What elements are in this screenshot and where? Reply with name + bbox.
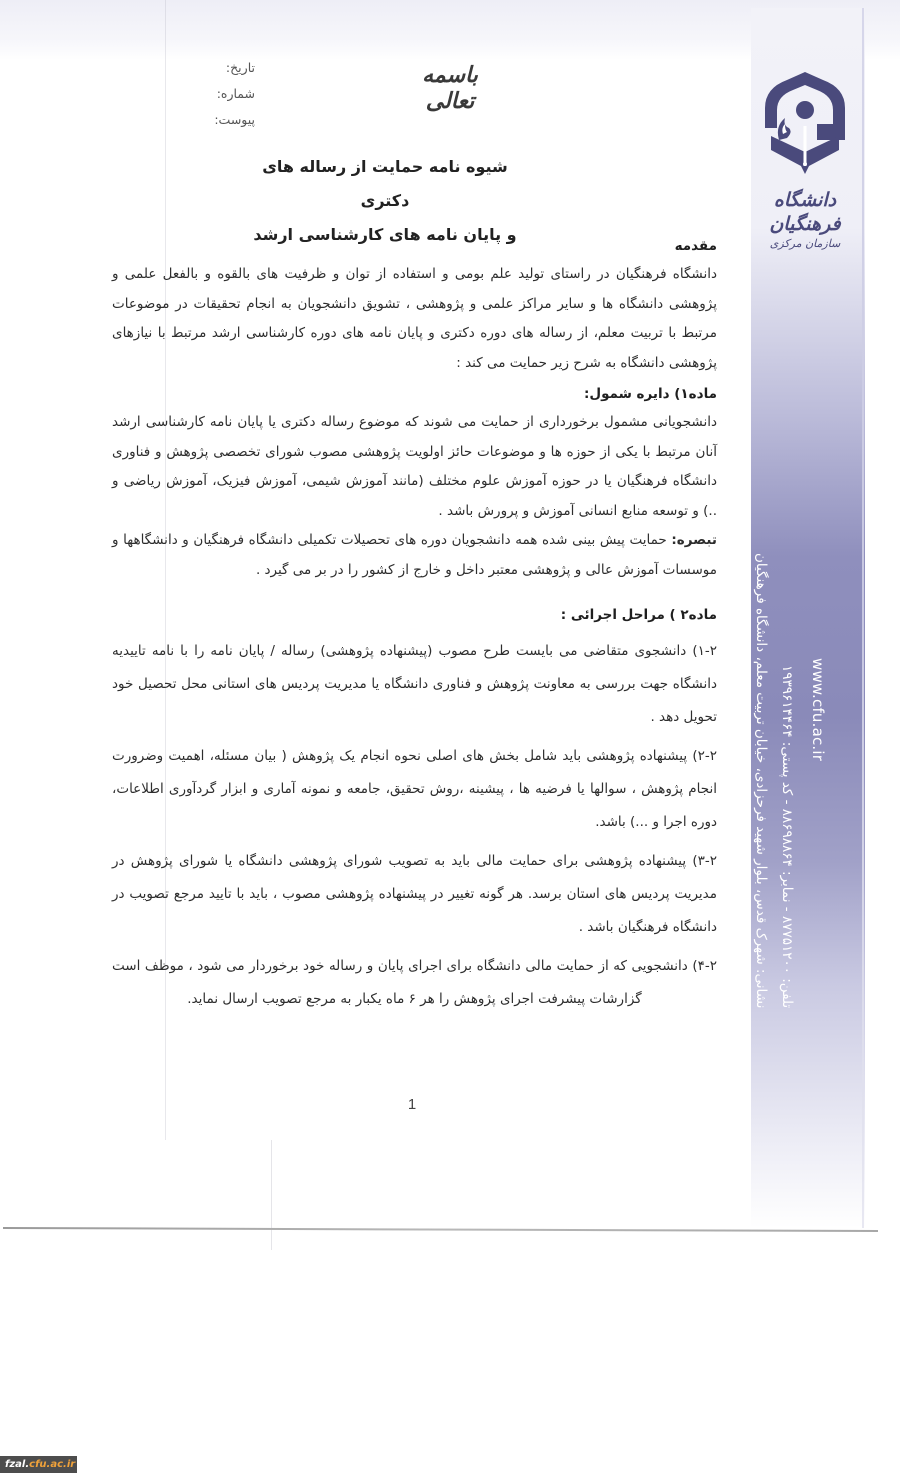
paragraph: دانشگاه فرهنگیان در راستای تولید علم بومی و استفاده از توان و ظرفیت های بالقوه و بالفعل علمی و پژوهشی دانشگاه ها و سایر مراکز علمی و پژوهشی ، تشویق دانشجویان به انجام تحقیقات در موضوعات مرتبط با تربیت معلم، از رساله های دوره دکتری و پایان نامه های دوره کارشناسی ارشد مرتبط با نیازهای پژوهشی دانشگاه به شرح زیر حمایت می کند : (112, 266, 717, 371)
item-text: پیشنهاده پژوهشی برای حمایت مالی باید به تصویب شورای پژوهشی دانشگاه یا شورای پژوهش در مدیریت پردیس های استان برسد. هر گونه تغییر در پیشنهاده پژوهشی مصوب ، باید با تایید مرجع تصویب در دانشگاه فرهنگیان باشد . (112, 853, 717, 935)
org-unit: سازمان مرکزی (769, 237, 841, 250)
item-number: ۴-۲) (692, 958, 717, 974)
address-text: نشانی: شهرک قدس، بلوار شهید فرحزادی، خیابان تربیت معلم، دانشگاه فرهنگیان (753, 552, 769, 1008)
list-item (112, 635, 717, 734)
item-text: دانشجویی که از حمایت مالی دانشگاه برای اجرای پایان و رساله خود برخوردار می شود ، موظف است گزارشات پیشرفت اجرای پژوهش را هر ۶ ماه یکبار به مرجع تصویب ارسال نماید. (112, 958, 688, 1007)
document-body (112, 232, 717, 1016)
contact-info (753, 388, 863, 1008)
note-label: تبصره: (671, 532, 717, 548)
section-heading: ماده۲ ) مراحل اجرائی : (560, 607, 717, 623)
website-link[interactable]: www.cfu.ac.ir (809, 658, 827, 762)
item-number: ۱-۲) (692, 643, 717, 659)
phone-text: تلفن: ۸۷۷۵۱۲۰۰ - نمابر: ۸۸۶۹۸۸۶۴ - کد پستی: ۱۹۳۹۶۱۴۴۶۴ (779, 664, 795, 1008)
fold-line (271, 1140, 272, 1250)
note-text: حمایت پیش بینی شده همه دانشجویان دوره های تحصیلات تکمیلی دانشگاه فرهنگیان و دانشگاهها و موسسات آموزش عالی و پژوهشی معتبر داخل و خارج از کشور را در بر می گیرد . (112, 532, 717, 578)
section-article-2 (112, 601, 717, 1016)
title-line-1: شیوه نامه حمایت از رساله های دکتری (262, 157, 508, 210)
bismillah-heading: باسمه تعالی (422, 62, 478, 114)
watermark-subdomain: fzal. (5, 1459, 30, 1470)
section-intro (112, 232, 717, 378)
title-line-2: و پایان نامه های کارشناسی ارشد (253, 225, 517, 244)
attachment-field: پیوست: (214, 112, 255, 127)
letter-meta (195, 55, 255, 133)
section-heading: ماده۱) دایره شمول: (583, 386, 717, 402)
list-item (112, 845, 717, 944)
item-number: ۲-۲) (692, 748, 717, 764)
item-number: ۳-۲) (692, 853, 717, 869)
list-item (112, 740, 717, 839)
paragraph (112, 526, 717, 585)
site-watermark[interactable] (0, 1456, 77, 1473)
watermark-domain: cfu.ac.ir (29, 1459, 76, 1470)
section-article-1 (112, 380, 717, 526)
number-field: شماره: (216, 86, 255, 101)
list-item (112, 950, 717, 1016)
paragraph: دانشجویانی مشمول برخورداری از حمایت می شوند که موضوع رساله دکتری یا پایان نامه کارشناسی ارشد آنان مرتبط با یکی از حوزه ها و موضوعات حائز اولویت پژوهشی مصوب شورای تخصصی پژوهش و فناوری دانشگاه فرهنگیان یا در حوزه آموزش علوم مختلف (مانند آموزش شیمی، آموزش فیزیک، آموزش ریاضی و ..) و توسعه منابع انسانی آموزش و پرورش باشد . (112, 414, 717, 519)
university-logo-icon (757, 70, 853, 180)
section-heading: مقدمه (674, 238, 717, 254)
logo-caption (745, 188, 865, 252)
item-text: پیشنهاده پژوهشی باید شامل بخش های اصلی نحوه انجام یک پژوهش ( بیان مسئله، اهمیت وضرورت انجام پژوهش ، سوالها یا فرضیه ها ، پیشینه ،روش تحقیق، جامعه و نمونه آماری و ابزار گردآوری اطلاعات، دوره اجرا و ...) باشد. (112, 748, 717, 830)
letterhead-sidebar (745, 8, 900, 1228)
page-number: 1 (407, 1096, 417, 1113)
item-text: دانشجوی متقاضی می بایست طرح مصوب (پیشنهاده پژوهشی) رساله / پایان نامه را با نامه تاییدیه دانشگاه جهت بررسی به معاونت پژوهش و فناوری دانشگاه یا مدیریت پردیس های استانی محل تحصیل خود تحویل دهد . (112, 643, 717, 725)
university-name: دانشگاه فرهنگیان (769, 189, 841, 235)
section-note (112, 526, 717, 585)
date-field: تاریخ: (225, 60, 255, 75)
